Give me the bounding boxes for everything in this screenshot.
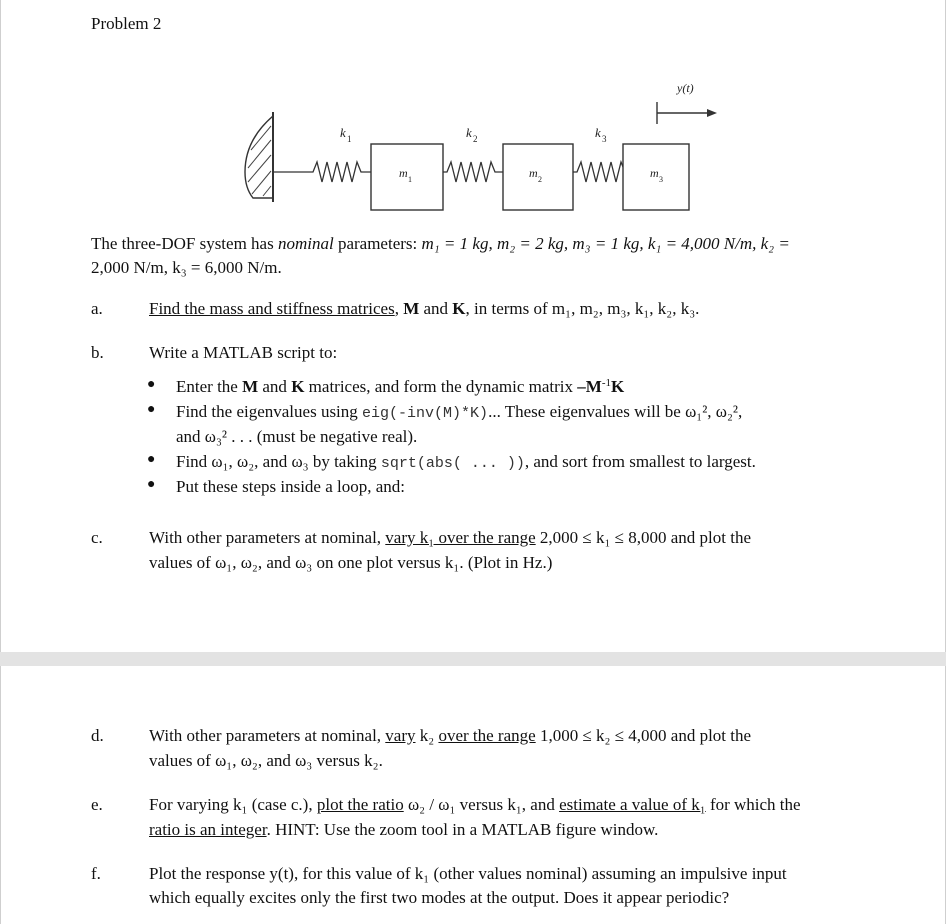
- spring-k3: [573, 162, 625, 182]
- wall-icon: [245, 112, 273, 202]
- problem-title: Problem 2: [91, 14, 162, 33]
- item-f-label: f.: [91, 864, 101, 883]
- item-b-bullet-3: Find ω₁, ω₂, and ω₃ by taking sqrt(abs( ... )), and sort from smallest to largest.: [176, 452, 756, 472]
- bullet-icon: ●: [147, 377, 156, 392]
- intro-line-2: 2,000 N/m, k₃ = 6,000 N/m.: [91, 258, 282, 277]
- k2-subscript: 2: [473, 134, 478, 144]
- item-a-text: Find the mass and stiffness matrices, M and K, in terms of m₁, m₂, m₃, k₁, k₂, k₃.: [149, 299, 700, 318]
- m2-subscript: 2: [538, 175, 542, 184]
- item-b-bullet-2: Find the eigenvalues using eig(-inv(M)*K)... These eigenvalues will be ω₁², ω₂²,: [176, 402, 743, 422]
- item-c-line-1: With other parameters at nominal, vary k₁ over the range 2,000 ≤ k₁ ≤ 8,000 and plot the: [149, 528, 752, 547]
- item-e-label: e.: [91, 795, 103, 814]
- spring-k1: [273, 162, 371, 182]
- item-e-line-2: ratio is an integer. HINT: Use the zoom tool in a MATLAB figure window.: [149, 820, 659, 839]
- k1-label: k: [340, 125, 346, 140]
- mass-spring-diagram: [237, 76, 737, 216]
- page-separator: [0, 652, 946, 666]
- spring-k2: [443, 162, 503, 182]
- right-arrow-icon: [657, 102, 717, 124]
- item-a-label: a.: [91, 299, 103, 318]
- m3-subscript: 3: [659, 175, 663, 184]
- k2-label: k: [466, 125, 472, 140]
- m2-label: m: [529, 166, 538, 180]
- bullet-icon: ●: [147, 402, 156, 417]
- item-f-line-2: which equally excites only the first two modes at the output. Does it appear periodic?: [149, 888, 730, 907]
- bullet-icon: ●: [147, 452, 156, 467]
- item-b-bullet-1: Enter the M and K matrices, and form the dynamic matrix $-M^{-1}K$: [176, 377, 625, 396]
- k3-subscript: 3: [602, 134, 607, 144]
- intro-line-1: The three-DOF system has nominal parameters: m₁ = 1 kg, m₂ = 2 kg, m₃ = 1 kg, k₁ = 4,000 N/m, k₂ =: [91, 234, 790, 253]
- item-b-label: b.: [91, 343, 104, 362]
- item-d-line-2: values of ω₁, ω₂, and ω₃ versus k₂.: [149, 751, 383, 770]
- k3-label: k: [595, 125, 601, 140]
- item-e-line-1: For varying k₁ (case c.), plot the ratio ω₂ / ω₁ versus k₁, and estimate a value of k₁ for which the: [149, 795, 801, 814]
- bullet-icon: ●: [147, 477, 156, 492]
- item-b-bullet-2-cont: and ω₃² . . . (must be negative real).: [176, 427, 418, 446]
- m1-subscript: 1: [408, 175, 412, 184]
- item-c-line-2: values of ω₁, ω₂, and ω₃ on one plot versus k₁. (Plot in Hz.): [149, 553, 553, 572]
- item-f-line-1: Plot the response y(t), for this value of k₁ (other values nominal) assuming an impulsive input: [149, 864, 787, 883]
- item-b-bullet-4: Put these steps inside a loop, and:: [176, 477, 406, 496]
- m3-label: m: [650, 166, 659, 180]
- m1-label: m: [399, 166, 408, 180]
- k1-subscript: 1: [347, 134, 352, 144]
- page-2: [0, 666, 946, 924]
- item-d-label: d.: [91, 726, 104, 745]
- output-label: y(t): [677, 81, 694, 95]
- item-b-text: Write a MATLAB script to:: [149, 343, 338, 362]
- item-c-label: c.: [91, 528, 103, 547]
- item-d-line-1: With other parameters at nominal, vary k₂ over the range 1,000 ≤ k₂ ≤ 4,000 and plot the: [149, 726, 752, 745]
